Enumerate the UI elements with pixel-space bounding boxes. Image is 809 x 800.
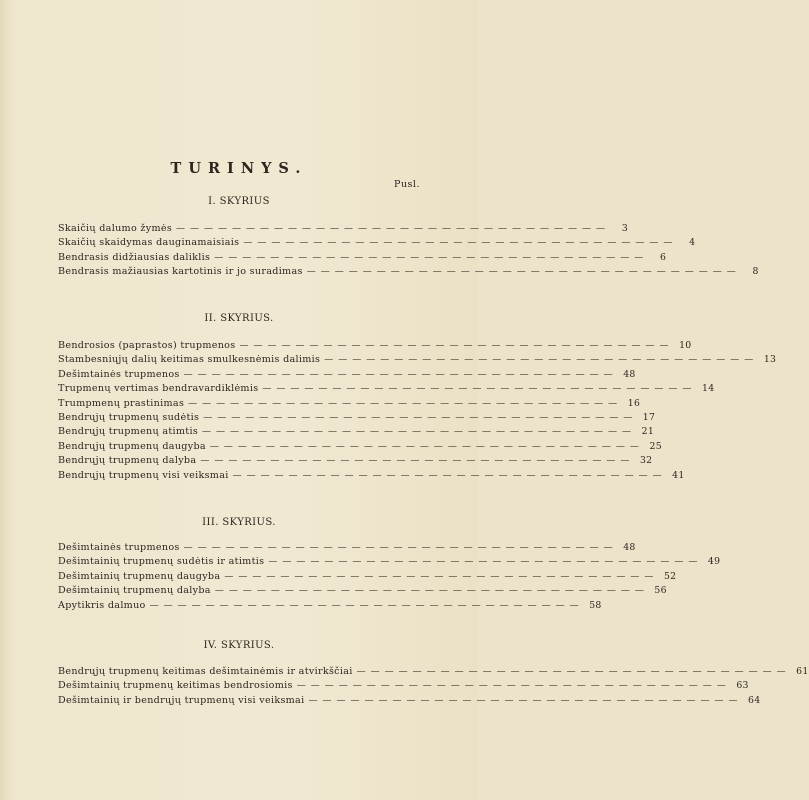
toc-entry xyxy=(58,455,653,469)
entry-page: 17 xyxy=(642,411,656,423)
entry-label: Dešimtainių trupmenų keitimas bendrosiomis xyxy=(58,680,293,692)
toc-entry xyxy=(58,599,602,614)
dash-leader: ——————————————————————————————— xyxy=(188,398,623,409)
dash-leader: ——————————————————————————————— xyxy=(149,600,584,611)
entry-page: 32 xyxy=(639,455,653,467)
toc-entry xyxy=(58,426,655,440)
entry-label: Bendrųjų trupmenų visi veiksmai xyxy=(58,469,229,481)
entry-page: 61 xyxy=(796,666,809,677)
entry-page: 3 xyxy=(621,223,629,234)
toc-entry xyxy=(58,585,667,599)
dash-leader: ——————————————————————————————— xyxy=(183,543,618,553)
entry-label: Skaičių skaidymas dauginamaisiais xyxy=(58,237,240,249)
entry-page: 13 xyxy=(763,354,777,366)
toc-entry xyxy=(58,570,677,585)
toc-entry xyxy=(58,383,715,397)
entry-label: Dešimtainių trupmenų daugyba xyxy=(58,570,221,582)
entry-page: 4 xyxy=(689,237,696,249)
toc-entry xyxy=(58,368,636,383)
dash-leader: ——————————————————————————————— xyxy=(308,695,743,706)
toc-entry xyxy=(58,266,759,280)
section-heading: I. SKYRIUS xyxy=(208,196,270,207)
dash-leader: ——————————————————————————————— xyxy=(356,667,791,677)
entry-page: 48 xyxy=(623,542,636,553)
entry-label: Trupmenų vertimas bendravardiklėmis xyxy=(58,383,259,395)
dash-leader: ——————————————————————————————— xyxy=(176,224,611,234)
entry-label: Dešimtainių trupmenų dalyba xyxy=(58,585,211,597)
entry-label: Bendrųjų trupmenų sudėtis xyxy=(58,411,200,423)
entry-page: 56 xyxy=(654,585,667,597)
toc-entry xyxy=(58,223,629,237)
entry-page: 48 xyxy=(623,368,636,380)
toc-entry xyxy=(58,680,749,694)
dash-leader: ——————————————————————————————— xyxy=(183,369,618,380)
entry-page: 52 xyxy=(663,570,677,582)
section-entries xyxy=(58,340,777,484)
dash-leader: ——————————————————————————————— xyxy=(243,238,678,249)
entry-label: Bendrasis didžiausias daliklis xyxy=(58,251,211,263)
entry-page: 64 xyxy=(748,694,761,706)
page-column-label: Pusl. xyxy=(394,179,420,190)
dash-leader: ——————————————————————————————— xyxy=(296,681,731,692)
entry-page: 14 xyxy=(701,383,715,395)
entry-label: Stambesniųjų dalių keitimas smulkesnėmis dalimis xyxy=(58,354,321,366)
section-entries xyxy=(58,223,759,281)
entry-page: 58 xyxy=(589,599,602,611)
entry-page: 41 xyxy=(672,469,685,481)
dash-leader: ——————————————————————————————— xyxy=(203,412,638,423)
dash-leader: ——————————————————————————————— xyxy=(268,557,703,568)
toc-entry xyxy=(58,354,777,368)
entry-label: Trumpmenų prastinimas xyxy=(58,397,185,409)
entry-page: 63 xyxy=(736,680,749,692)
entry-page: 21 xyxy=(641,426,655,438)
entry-label: Bendrosios (paprastos) trupmenos xyxy=(58,340,236,351)
dash-leader: ——————————————————————————————— xyxy=(239,341,674,351)
entry-label: Dešimtainės trupmenos xyxy=(58,368,180,380)
toc-entry xyxy=(58,397,641,412)
toc-entry xyxy=(58,251,667,266)
entry-label: Bendrasis mažiausias kartotinis ir jo suradimas xyxy=(58,266,303,278)
dash-leader: ——————————————————————————————— xyxy=(214,586,649,597)
section-heading: III. SKYRIUS. xyxy=(202,517,276,528)
entry-label: Dešimtainės trupmenos xyxy=(58,542,180,553)
dash-leader: ——————————————————————————————— xyxy=(209,441,644,452)
entry-label: Bendrųjų trupmenų daugyba xyxy=(58,440,206,452)
dash-leader: ——————————————————————————————— xyxy=(232,470,667,481)
toc-entry xyxy=(58,469,685,484)
dash-leader: ——————————————————————————————— xyxy=(306,267,741,278)
entry-label: Skaičių dalumo žymės xyxy=(58,223,173,234)
dash-leader: ——————————————————————————————— xyxy=(200,456,635,467)
entry-page: 25 xyxy=(649,440,662,452)
toc-entry xyxy=(58,542,636,556)
entry-label: Apytikris dalmuo xyxy=(58,599,146,611)
dash-leader: ——————————————————————————————— xyxy=(214,252,649,263)
section-heading: II. SKYRIUS. xyxy=(204,313,274,324)
entry-label: Dešimtainių trupmenų sudėtis ir atimtis xyxy=(58,556,265,568)
toc-entry xyxy=(58,237,696,251)
entry-page: 6 xyxy=(660,251,667,263)
entry-page: 10 xyxy=(679,340,692,351)
toc-entry xyxy=(58,340,692,354)
toc-entry xyxy=(58,411,656,426)
section-entries xyxy=(58,542,721,614)
section-heading: IV. SKYRIUS. xyxy=(203,640,275,651)
page-title: TURINYS. xyxy=(170,160,308,177)
entry-label: Bendrųjų trupmenų dalyba xyxy=(58,455,197,467)
dash-leader: ——————————————————————————————— xyxy=(262,384,697,395)
entry-page: 49 xyxy=(707,556,721,568)
toc-entry xyxy=(58,440,662,455)
entry-page: 16 xyxy=(627,397,641,409)
dash-leader: ——————————————————————————————— xyxy=(202,427,637,438)
section-entries xyxy=(58,666,809,709)
entry-page: 8 xyxy=(752,266,759,278)
dash-leader: ——————————————————————————————— xyxy=(324,355,759,366)
entry-label: Dešimtainių ir bendrųjų trupmenų visi veiksmai xyxy=(58,694,305,706)
entry-label: Bendrųjų trupmenų keitimas dešimtainėmis ir atvirkščiai xyxy=(58,666,353,677)
toc-entry xyxy=(58,694,761,709)
toc-entry xyxy=(58,666,809,680)
entry-label: Bendrųjų trupmenų atimtis xyxy=(58,426,199,438)
toc-entry xyxy=(58,556,721,570)
dash-leader: ——————————————————————————————— xyxy=(224,571,659,582)
